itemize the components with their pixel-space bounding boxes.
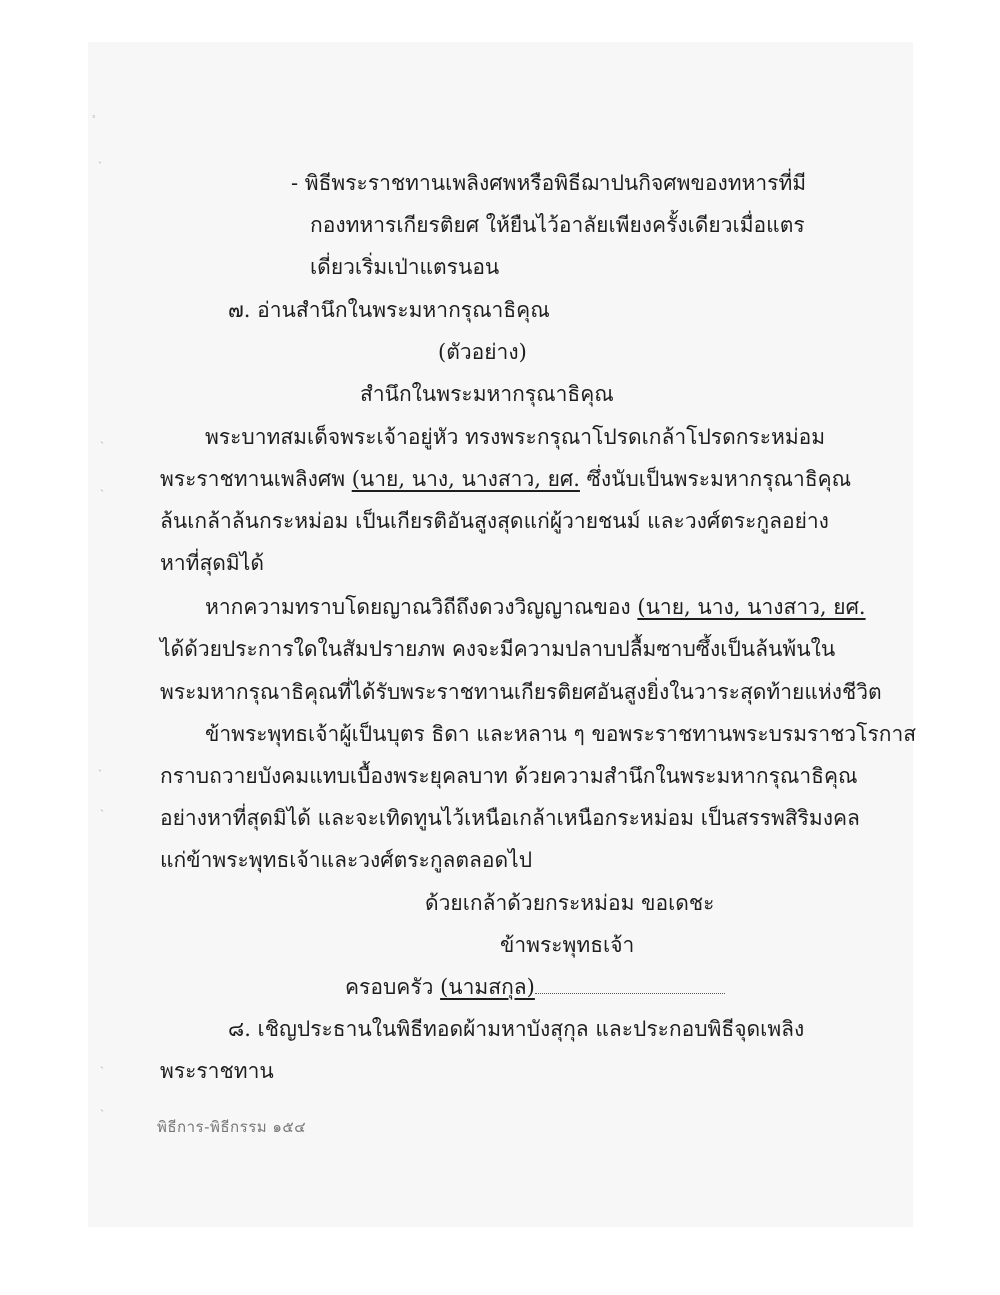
bullet-line-1: - พิธีพระราชทานเพลิงศพหรือพิธีฌาปนกิจศพของทหารที่มี <box>291 171 807 195</box>
signature-dotted-line <box>535 975 725 994</box>
para2-line-3: พระมหากรุณาธิคุณที่ได้รับพระราชทานเกียรติยศอันสูงยิ่งในวาระสุดท้ายแห่งชีวิต <box>160 680 882 704</box>
scan-speck: ﾟ <box>92 114 99 128</box>
page-footer: พิธีการ-พิธีกรรม ๑๕๔ <box>157 1118 307 1136</box>
item-8-line-1: ๘. เชิญประธานในพิธีทอดผ้ามหาบังสุกุล และประกอบพิธีจุดเพลิง <box>228 1017 805 1041</box>
para2-line-1-pre: หากความทราบโดยญาณวิถีถึงดวงวิญญาณของ <box>205 595 638 619</box>
bullet-line-2: กองทหารเกียรติยศ ให้ยืนไว้อาลัยเพียงครั้งเดียวเมื่อแตร <box>310 213 805 237</box>
para1-line-2-pre: พระราชทานเพลิงศพ <box>160 467 352 491</box>
item-7-heading: ๗. อ่านสำนึกในพระมหากรุณาธิคุณ <box>228 298 550 322</box>
scan-speck: ˎ <box>100 1055 104 1069</box>
para2-line-1 <box>205 592 866 622</box>
scan-speck: ˎ <box>100 798 104 812</box>
name-placeholder-1: (นาย, นาง, นางสาว, ยศ. <box>351 467 580 491</box>
family-label: ครอบครัว <box>345 975 441 999</box>
item-8-line-2: พระราชทาน <box>160 1059 274 1083</box>
para3-line-2: กราบถวายบังคมแทบเบื้องพระยุคลบาท ด้วยความสำนึกในพระมหากรุณาธิคุณ <box>160 764 858 788</box>
scan-speck: ˎ <box>100 1098 104 1112</box>
surname-placeholder: (นามสกุล) <box>440 975 535 999</box>
para2-line-2: ได้ด้วยประการใดในสัมปรายภพ คงจะมีความปลาบปลื้มซาบซึ้งเป็นล้นพ้นใน <box>160 637 836 661</box>
para1-line-2-post: ซึ่งนับเป็นพระมหากรุณาธิคุณ <box>579 467 852 491</box>
scan-speck: ˎ <box>98 758 102 772</box>
para1-line-1: พระบาทสมเด็จพระเจ้าอยู่หัว ทรงพระกรุณาโปรดเกล้าโปรดกระหม่อม <box>205 425 826 449</box>
scan-speck: ˎ <box>100 478 104 492</box>
para1-line-2 <box>160 464 851 494</box>
closing-line-2: ข้าพระพุทธเจ้า <box>500 933 635 957</box>
scan-speck: ˎ <box>98 150 102 164</box>
name-placeholder-2: (นาย, นาง, นางสาว, ยศ. <box>637 595 866 619</box>
document-heading: สำนึกในพระมหากรุณาธิคุณ <box>360 382 614 406</box>
para3-line-4: แก่ข้าพระพุทธเจ้าและวงศ์ตระกูลตลอดไป <box>160 848 533 872</box>
family-signature-line <box>345 972 725 1002</box>
para3-line-3: อย่างหาที่สุดมิได้ และจะเทิดทูนไว้เหนือเกล้าเหนือกระหม่อม เป็นสรรพสิริมงคล <box>160 806 860 830</box>
para1-line-4: หาที่สุดมิได้ <box>160 551 264 575</box>
closing-line-1: ด้วยเกล้าด้วยกระหม่อม ขอเดชะ <box>425 891 715 915</box>
para3-line-1: ข้าพระพุทธเจ้าผู้เป็นบุตร ธิดา และหลาน ๆ ขอพระราชทานพระบรมราชวโรกาส <box>205 722 917 746</box>
para1-line-3: ล้นเกล้าล้นกระหม่อม เป็นเกียรติอันสูงสุดแก่ผู้วายชนม์ และวงศ์ตระกูลอย่าง <box>160 509 829 533</box>
example-label: (ตัวอย่าง) <box>438 340 527 364</box>
scan-speck: ˎ <box>100 430 104 444</box>
bullet-line-3: เดี่ยวเริ่มเป่าแตรนอน <box>310 255 500 279</box>
